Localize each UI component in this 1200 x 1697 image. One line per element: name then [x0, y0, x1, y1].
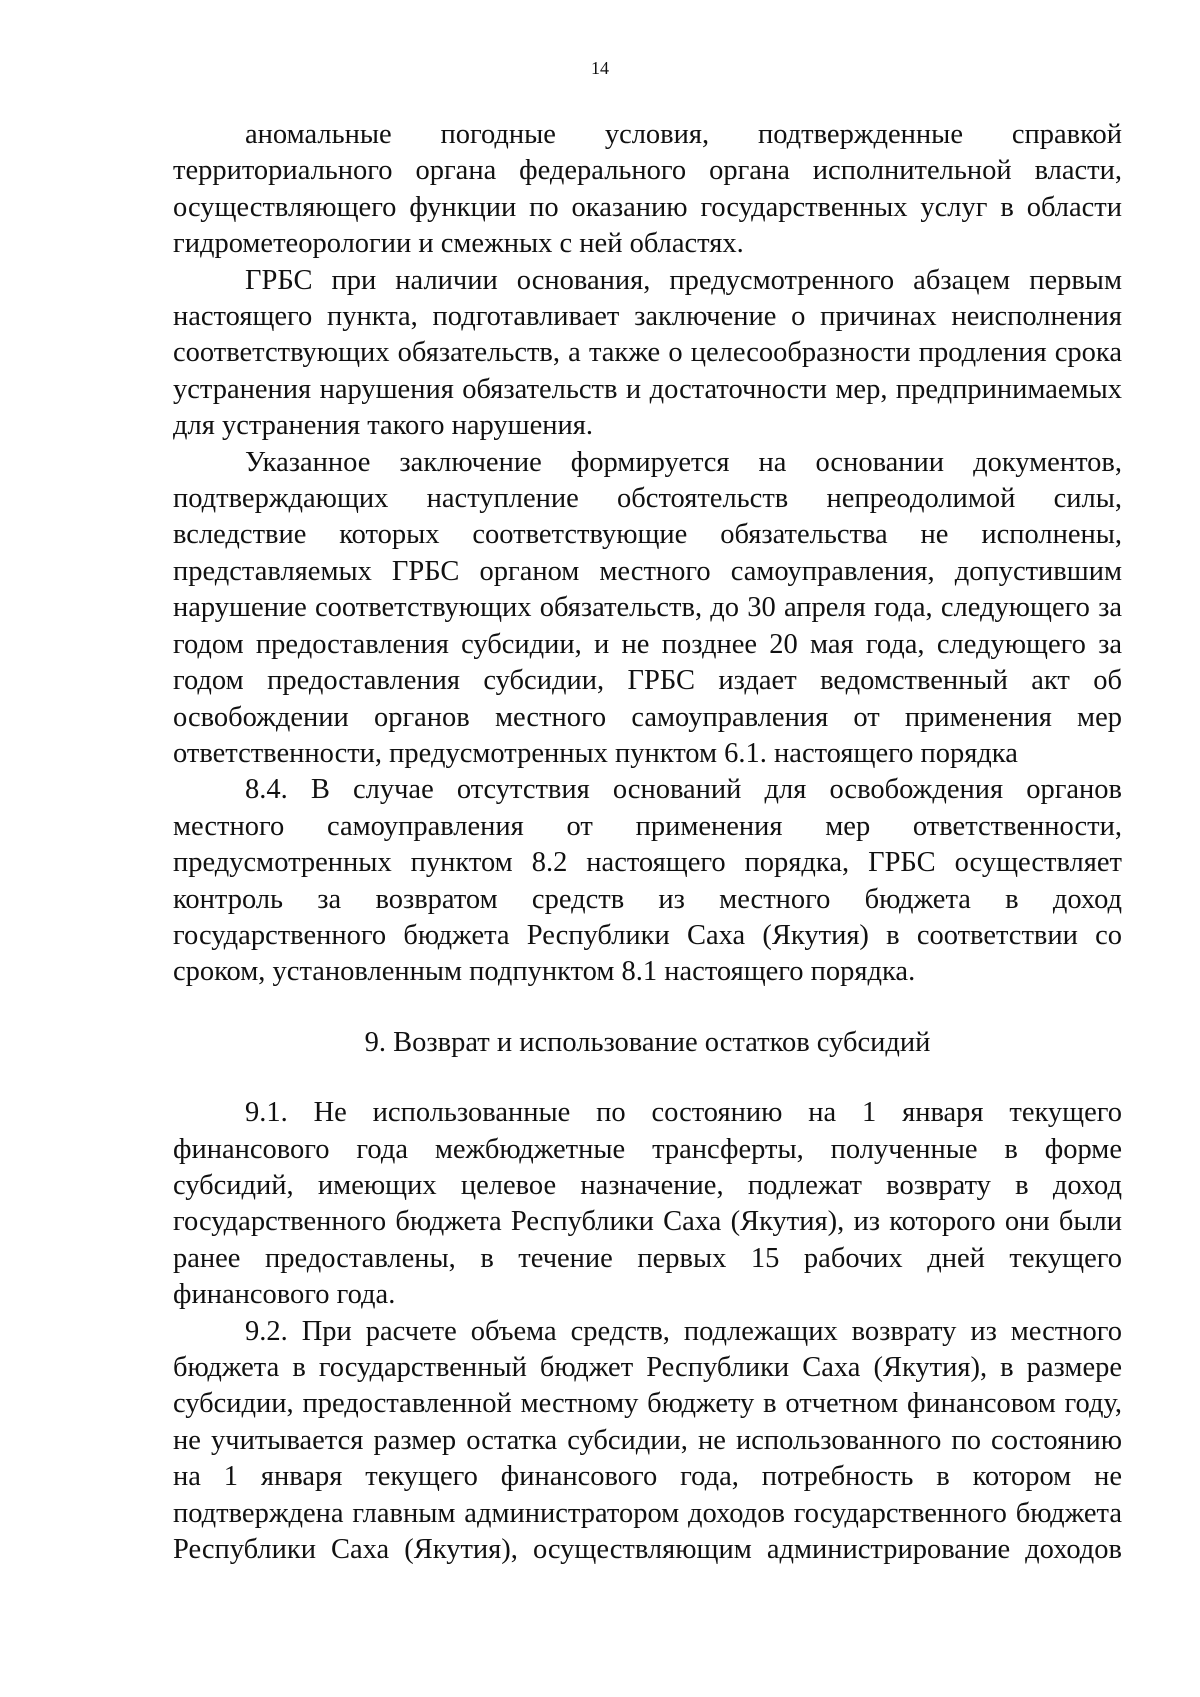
paragraph-weather-conditions: [173, 117, 1122, 263]
paragraph-8-4: 8.4. В случае отсутствия оснований для освобождения органов местного самоуправления от применения мер ответственности, предусмотренных пунктом 8.2 настоящего порядка, ГРБС осуществляет контроль за возвратом средств из местного бюджета в доход государственного бюджета Республики Саха (Якутия) в соответствии со сроком, установленным подпунктом 8.1 настоящего порядка.: [173, 774, 1122, 988]
paragraph-weather-conditions-text: аномальные погодные условия, подтвержденные справкой территориального органа федерального органа исполнительной власти, осуществляющего функции по оказанию государственных услуг в области гидрометеорологии и смежных с ней областях.: [173, 119, 1122, 260]
paragraph-9-1: 9.1. Не использованные по состоянию на 1 января текущего финансового года межбюджетные трансферты, полученные в форме субсидий, имеющих целевое назначение, подлежат возврату в доход государственного бюджета Республики Саха (Якутия), из которого они были ранее предоставлены, в течение первых 15 рабочих дней текущего финансового года.: [173, 1097, 1122, 1311]
paragraph-grbs-conclusion: ГРБС при наличии основания, предусмотренного абзацем первым настоящего пункта, подготавливает заключение о причинах неисполнения соответствующих обязательств, а также о целесообразности продления срока устранения нарушения обязательств и достаточности мер, предпринимаемых для устранения такого нарушения.: [173, 264, 1122, 442]
document-body: [173, 117, 1122, 1568]
paragraph-conclusion-basis: Указанное заключение формируется на основании документов, подтверждающих наступление обстоятельств непреодолимой силы, вследствие которых соответствующие обязательства не исполнены, представляемых ГРБС органом местного самоуправления, допустившим нарушение соответствующих обязательств, до 30 апреля года, следующего за годом предоставления субсидии, и не позднее 20 мая года, следующего за годом предоставления субсидии, ГРБС издает ведомственный акт об освобождении органов местного самоуправления от применения мер ответственности, предусмотренных пунктом 6.1. настоящего порядка: [173, 446, 1122, 769]
paragraph-9-2: 9.2. При расчете объема средств, подлежащих возврату из местного бюджета в государственный бюджет Республики Саха (Якутия), в размере субсидии, предоставленной местному бюджету в отчетном финансовом году, не учитывается размер остатка субсидии, не использованного по состоянию на 1 января текущего финансового года, потребность в котором не подтверждена главным администратором доходов государственного бюджета Республики Саха (Якутия), осуществляющим администрирование доходов: [173, 1315, 1122, 1566]
section-heading: 9. Возврат и использование остатков субсидий: [364, 1026, 931, 1058]
page-number: 14: [591, 58, 609, 78]
